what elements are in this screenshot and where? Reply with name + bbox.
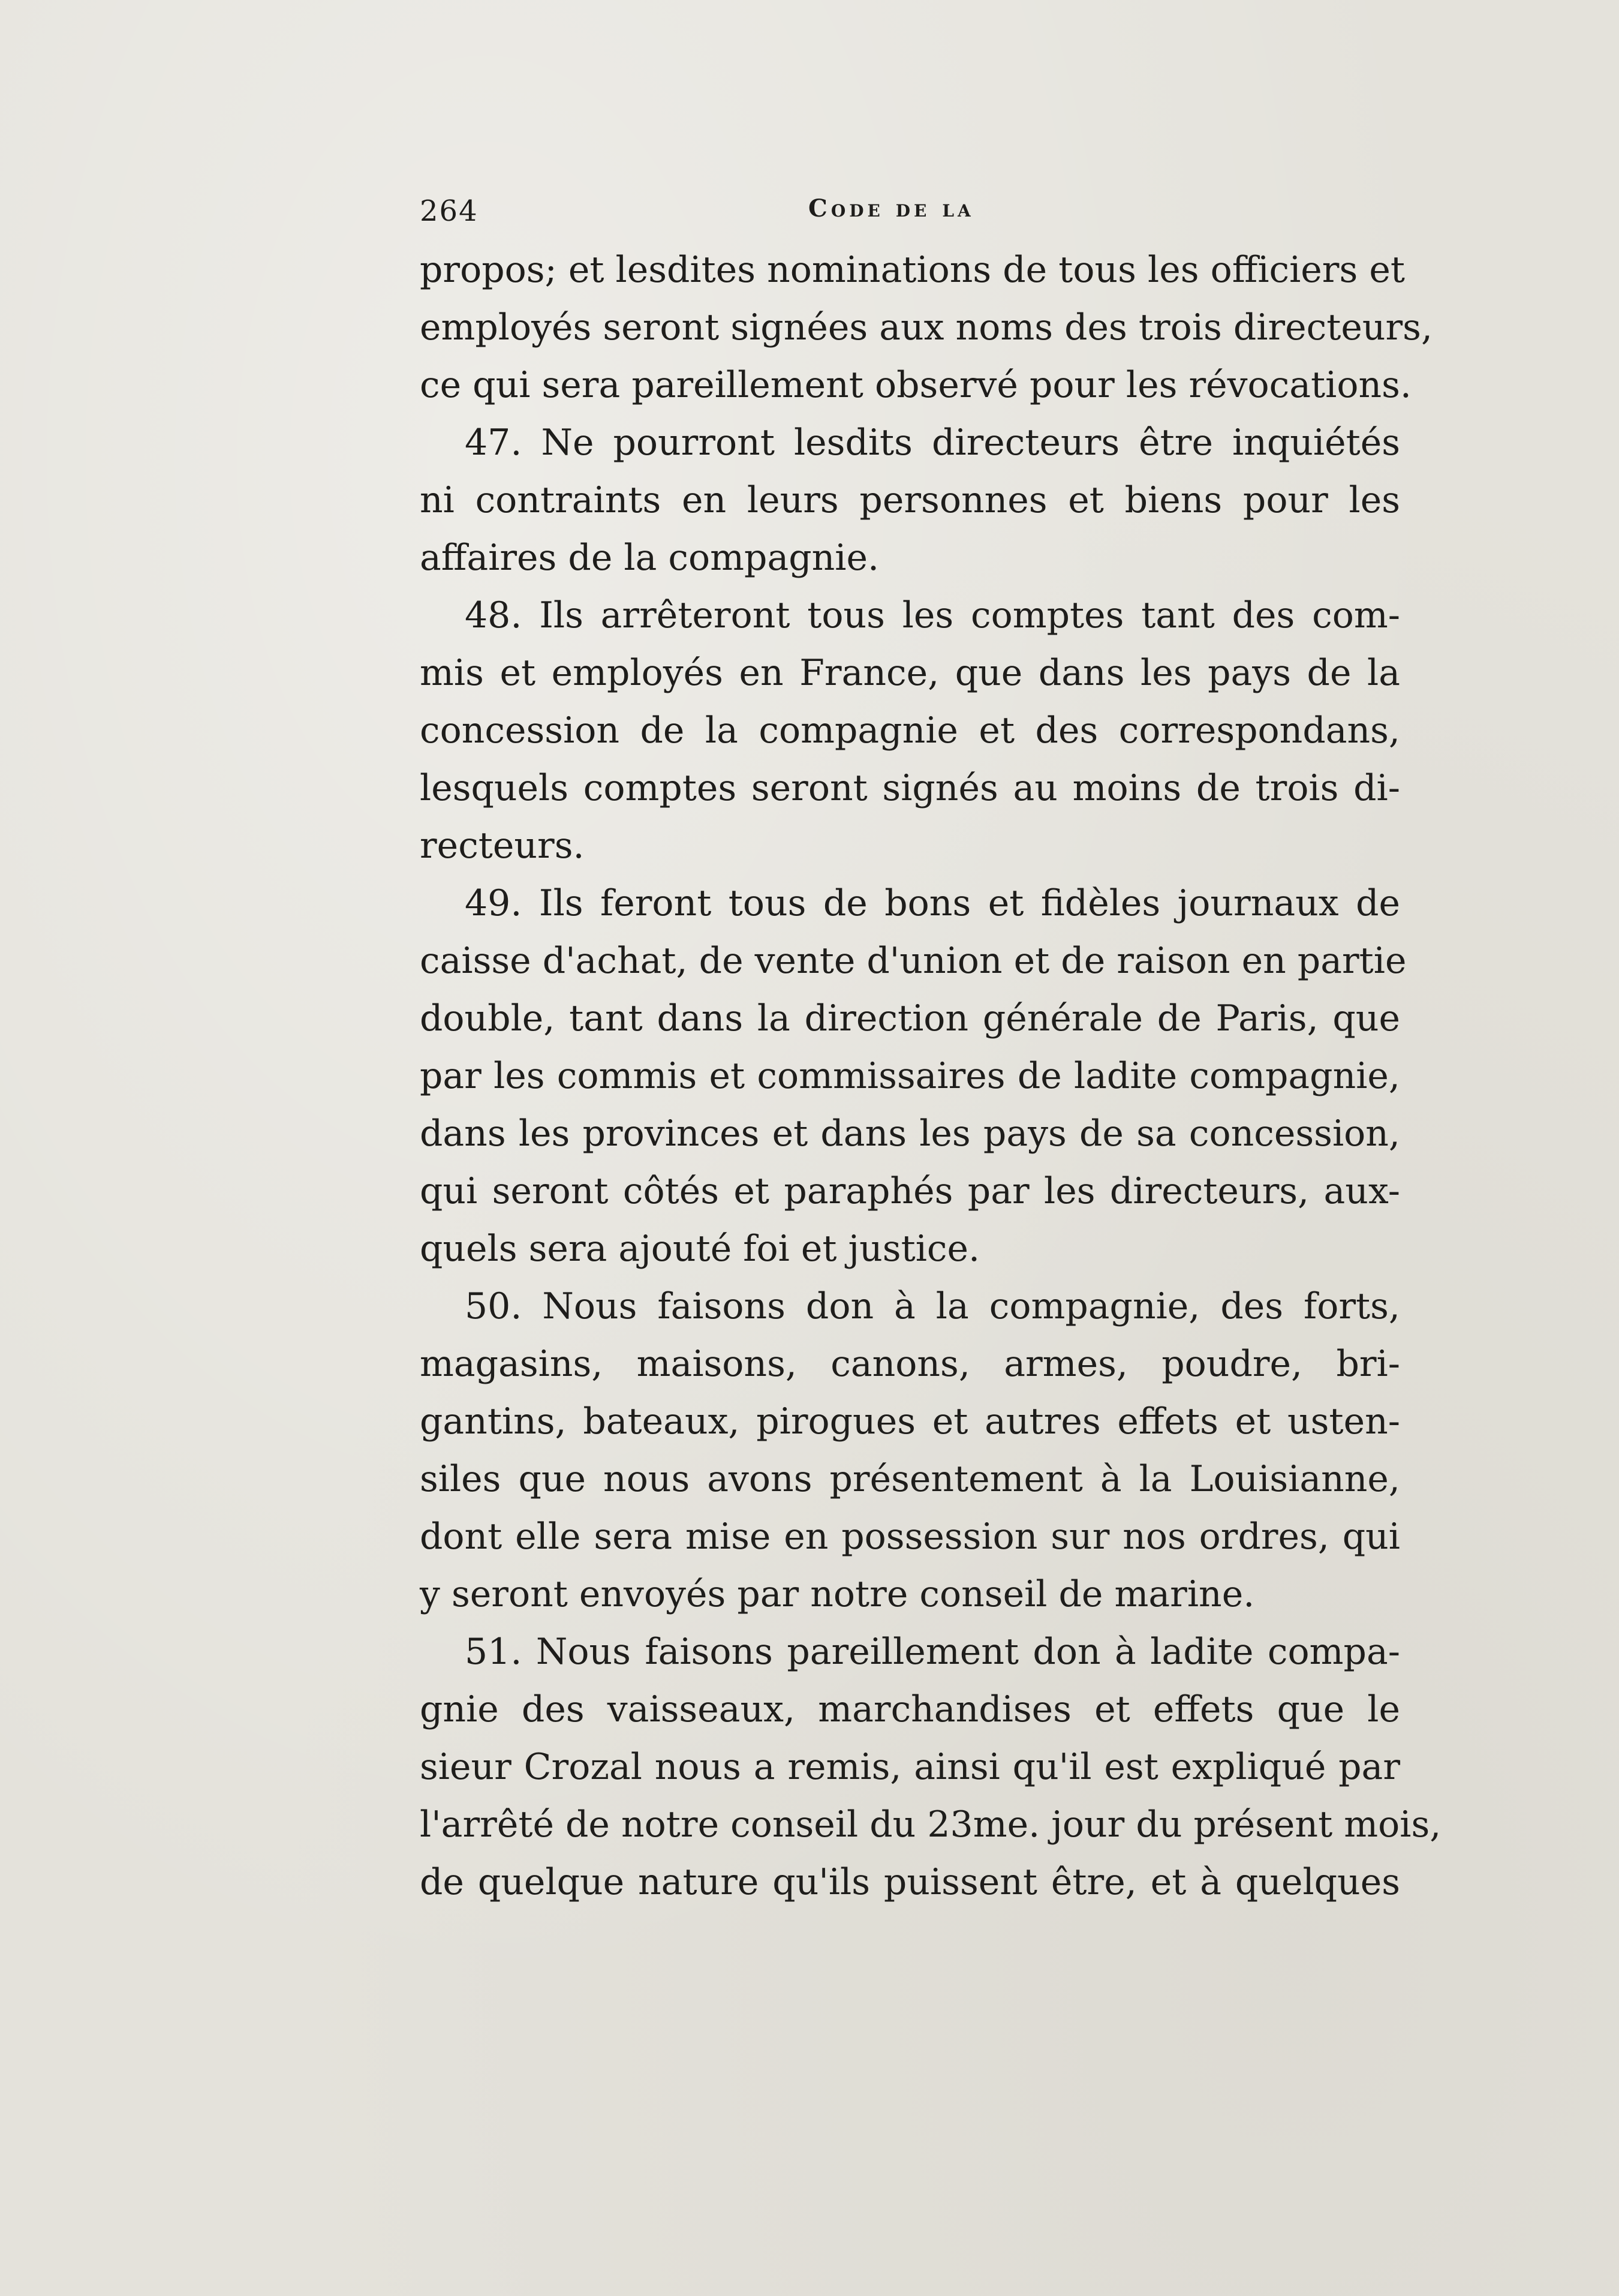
text-line: 51. Nous faisons pareillement don à ladite compa- — [465, 1631, 1400, 1673]
text-line: lesquels comptes seront signés au moins de trois di- — [420, 767, 1400, 809]
text-line: mis et employés en France, que dans les pays de la — [420, 652, 1400, 694]
text-line: gnie des vaisseaux, marchandises et effets que le — [420, 1688, 1400, 1730]
text-line: double, tant dans la direction générale de Paris, que — [420, 997, 1400, 1039]
text-line: 50. Nous faisons don à la compagnie, des forts, — [465, 1285, 1400, 1327]
text-line: concession de la compagnie et des correspondans, — [420, 710, 1400, 752]
text-line: par les commis et commissaires de ladite compagnie, — [420, 1055, 1400, 1097]
text-line: caisse d'achat, de vente d'union et de raison en partie — [420, 940, 1407, 982]
text-line: gantins, bateaux, pirogues et autres effets et usten- — [420, 1401, 1400, 1442]
text-line: ce qui sera pareillement observé pour les révocations. — [420, 364, 1412, 406]
text-line: 49. Ils feront tous de bons et fidèles journaux de — [465, 882, 1400, 924]
running-head — [420, 186, 1400, 241]
text-line: 48. Ils arrêteront tous les comptes tant des com- — [465, 594, 1400, 636]
text-line: employés seront signées aux noms des trois directeurs, — [420, 306, 1433, 348]
text-line: quels sera ajouté foi et justice. — [420, 1228, 980, 1270]
text-line: dans les provinces et dans les pays de sa concession, — [420, 1113, 1400, 1155]
text-line: y seront envoyés par notre conseil de marine. — [420, 1573, 1255, 1615]
text-line: magasins, maisons, canons, armes, poudre, bri- — [420, 1343, 1400, 1385]
text-line: 47. Ne pourront lesdits directeurs être inquiétés — [465, 422, 1400, 464]
text-line: propos; et lesdites nominations de tous les officiers et — [420, 249, 1405, 291]
text-line: qui seront côtés et paraphés par les directeurs, aux- — [420, 1170, 1400, 1212]
text-line: recteurs. — [420, 825, 585, 867]
page-number: 264 — [420, 194, 479, 228]
text-line: dont elle sera mise en possession sur nos ordres, qui — [420, 1516, 1400, 1558]
running-head-title: Code de la — [808, 194, 974, 223]
text-line: ni contraints en leurs personnes et biens pour les — [420, 479, 1400, 521]
text-line: sieur Crozal nous a remis, ainsi qu'il est expliqué par — [420, 1746, 1400, 1788]
body-text — [420, 241, 1442, 1911]
text-line: de quelque nature qu'ils puissent être, et à quelques — [420, 1861, 1400, 1903]
text-line: l'arrêté de notre conseil du 23me. jour du présent mois, — [420, 1804, 1442, 1846]
page-text-block — [420, 186, 1442, 1911]
text-line: siles que nous avons présentement à la Louisianne, — [420, 1458, 1400, 1500]
text-line: affaires de la compagnie. — [420, 537, 880, 579]
